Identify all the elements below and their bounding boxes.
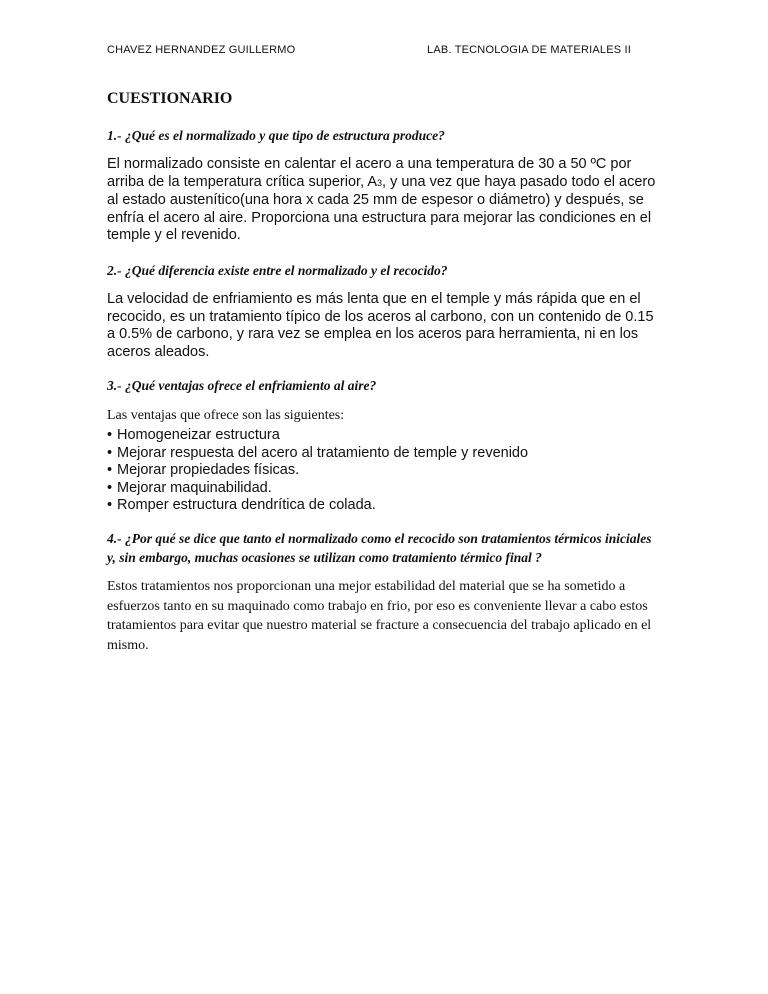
document-title: CUESTIONARIO [107, 90, 233, 107]
answer-1-part1: El normalizado consiste en calentar el acero a una temperatura de 30 a 50 ºC por arriba de la temperatura crítica superior, A [107, 156, 632, 190]
page-header [107, 44, 648, 62]
question-4: 4.- ¿Por qué se dice que tanto el normalizado como el recocido son tratamientos térmicos iniciales y, sin embargo, muchas ocasiones se utilizan como tratamiento térmico final ? [107, 531, 652, 565]
answer-3-intro: Las ventajas que ofrece son las siguientes: [107, 408, 345, 423]
answer-2: La velocidad de enfriamiento es más lenta que en el temple y más rápida que en el recocido, es un tratamiento típico de los aceros al carbono, con un contenido de 0.15 a 0.5% de carbono, y rara vez se emplea en los aceros para herramienta, ni en los aceros aleados. [107, 291, 654, 360]
list-item: • Mejorar respuesta del acero al tratamiento de temple y revenido [107, 445, 528, 463]
header-author: CHAVEZ HERNANDEZ GUILLERMO [107, 44, 296, 56]
list-item: • Mejorar propiedades físicas. [107, 462, 528, 480]
list-item: • Homogeneizar estructura [107, 427, 528, 445]
list-item: • Romper estructura dendrítica de colada. [107, 497, 528, 515]
list-item: • Mejorar maquinabilidad. [107, 480, 528, 498]
answer-4: Estos tratamientos nos proporcionan una mejor estabilidad del material que se ha sometido a esfuerzos tanto en su maquinado como trabajo en frio, por eso es conveniente llevar a cabo estos tratamientos para evitar que nuestro material se fracture a consecuencia del trabajo aplicado en el mismo. [107, 579, 652, 653]
question-1: 1.- ¿Qué es el normalizado y que tipo de estructura produce? [107, 128, 445, 143]
header-course: LAB. TECNOLOGIA DE MATERIALES II [427, 44, 632, 56]
question-3: 3.- ¿Qué ventajas ofrece el enfriamiento al aire? [107, 378, 377, 393]
answer-1 [107, 156, 657, 245]
question-2: 2.- ¿Qué diferencia existe entre el normalizado y el recocido? [107, 263, 448, 278]
answer-1-subscript: 3 [377, 177, 383, 188]
answer-1-part2: , y una vez que haya pasado todo el acero al estado austenítico(una hora x cada 25 mm de espesor o diámetro) y después, se enfría el acero al aire. Proporciona una estructura para mejorar las condiciones en el temple y el revenido. [107, 173, 656, 243]
advantages-list [107, 427, 528, 515]
